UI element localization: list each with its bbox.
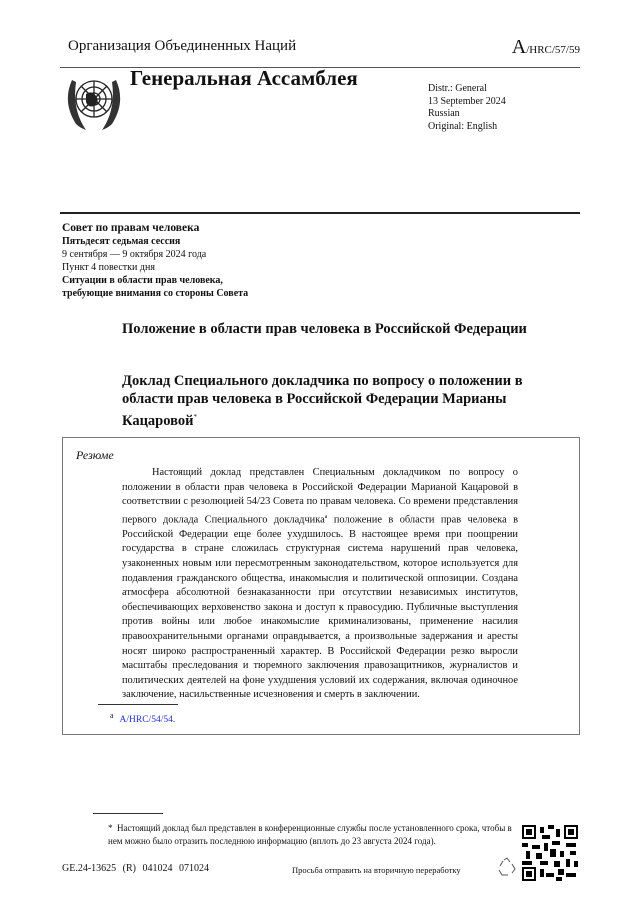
symbol-prefix: A xyxy=(511,36,527,58)
summary-footnote-mark: a xyxy=(110,711,114,720)
page-footnote xyxy=(108,822,518,848)
distribution-block xyxy=(428,83,506,133)
job-number: GE.24-13625 (R) 041024 071024 xyxy=(62,863,209,874)
session: Пятьдесят седьмая сессия xyxy=(62,236,181,247)
summary-footnote-link[interactable]: A/HRC/54/54. xyxy=(119,715,176,726)
summary-footnote xyxy=(110,711,175,725)
agenda-item: Пункт 4 повестки дня xyxy=(62,262,155,273)
council-block xyxy=(62,222,248,300)
distr-language: Russian xyxy=(428,108,460,119)
footnote-mark: * xyxy=(108,823,113,833)
footnote-rule xyxy=(93,813,163,814)
recycle-text: Просьба отправить на вторичную переработку xyxy=(292,865,461,875)
summary-footnote-rule xyxy=(98,704,178,705)
agenda-title-2: требующие внимания со стороны Совета xyxy=(62,288,249,299)
general-assembly-title: Генеральная Ассамблея xyxy=(130,66,358,90)
footnote-text: Настоящий доклад был представлен в конференционные службы после установленного срока, чтобы в нем можно было отразить последнюю информацию (вплоть до 23 августа 2024 года). xyxy=(108,823,512,846)
summary-note-mark[interactable]: a xyxy=(324,513,328,520)
document-title: Положение в области прав человека в Российской Федерации xyxy=(122,321,527,337)
summary-heading: Резюме xyxy=(76,448,114,462)
summary-text-1: Настоящий доклад представлен Специальным докладчиком по вопросу о положении в области прав человека в Российской Федерации Марианой Кацаровой в соответствии с резолюцией 54/23 Совета по правам человека. Со времени представления первого доклада Специального докладчика xyxy=(122,467,518,526)
subtitle-text: Доклад Специального докладчика по вопросу о положении в области прав человека в Российской Федерации Марианы Кацаровой xyxy=(122,373,523,429)
section-rule xyxy=(60,212,580,214)
symbol-code: /HRC/57/59 xyxy=(526,44,580,56)
distr-original: Original: English xyxy=(428,120,498,132)
recycle-icon xyxy=(496,856,518,878)
distr-label: Distr.: General xyxy=(428,83,487,94)
qr-code-icon xyxy=(522,825,578,881)
summary-paragraph xyxy=(122,466,518,703)
document-subtitle xyxy=(122,372,542,430)
un-emblem-icon xyxy=(64,70,124,132)
summary-text-2: положение в области прав человека в Российской Федерации еще более ухудшилось. В настоящее время при поощрении государства в стране сложилась структурная система нарушений прав человека, узаконенных новым или пересмотренным законодательством, которое используется для подавления гражданского общества, инакомыслия и политической оппозиции. Создана атмосфера абсолютной безнаказанности при отсутствии независимых институтов, обеспечивающих верховенство закона и доступ к правосудию. Публичные выступления против войны или любое инакомыслие криминализованы, применение насилия правоохранительными органами оправдывается, а произвольные задержания и аресты носят широко распространенный характер. В Российской Федерации резко выросли масштабы преследования и тюремного заключения правозащитников, журналистов и политических деятелей на фоне ухудшения условий их содержания, включая одиночное заключение, насильственные исчезновения и смерть в заключении. xyxy=(122,514,519,701)
agenda-title-1: Ситуации в области прав человека, xyxy=(62,275,223,286)
organization-name: Организация Объединенных Наций xyxy=(68,38,297,54)
subtitle-footnote-mark[interactable]: * xyxy=(193,413,197,421)
distr-date: 13 September 2024 xyxy=(428,95,506,107)
session-dates: 9 сентября — 9 октября 2024 года xyxy=(62,249,207,260)
document-symbol xyxy=(512,36,580,59)
council-name: Совет по правам человека xyxy=(62,222,200,234)
